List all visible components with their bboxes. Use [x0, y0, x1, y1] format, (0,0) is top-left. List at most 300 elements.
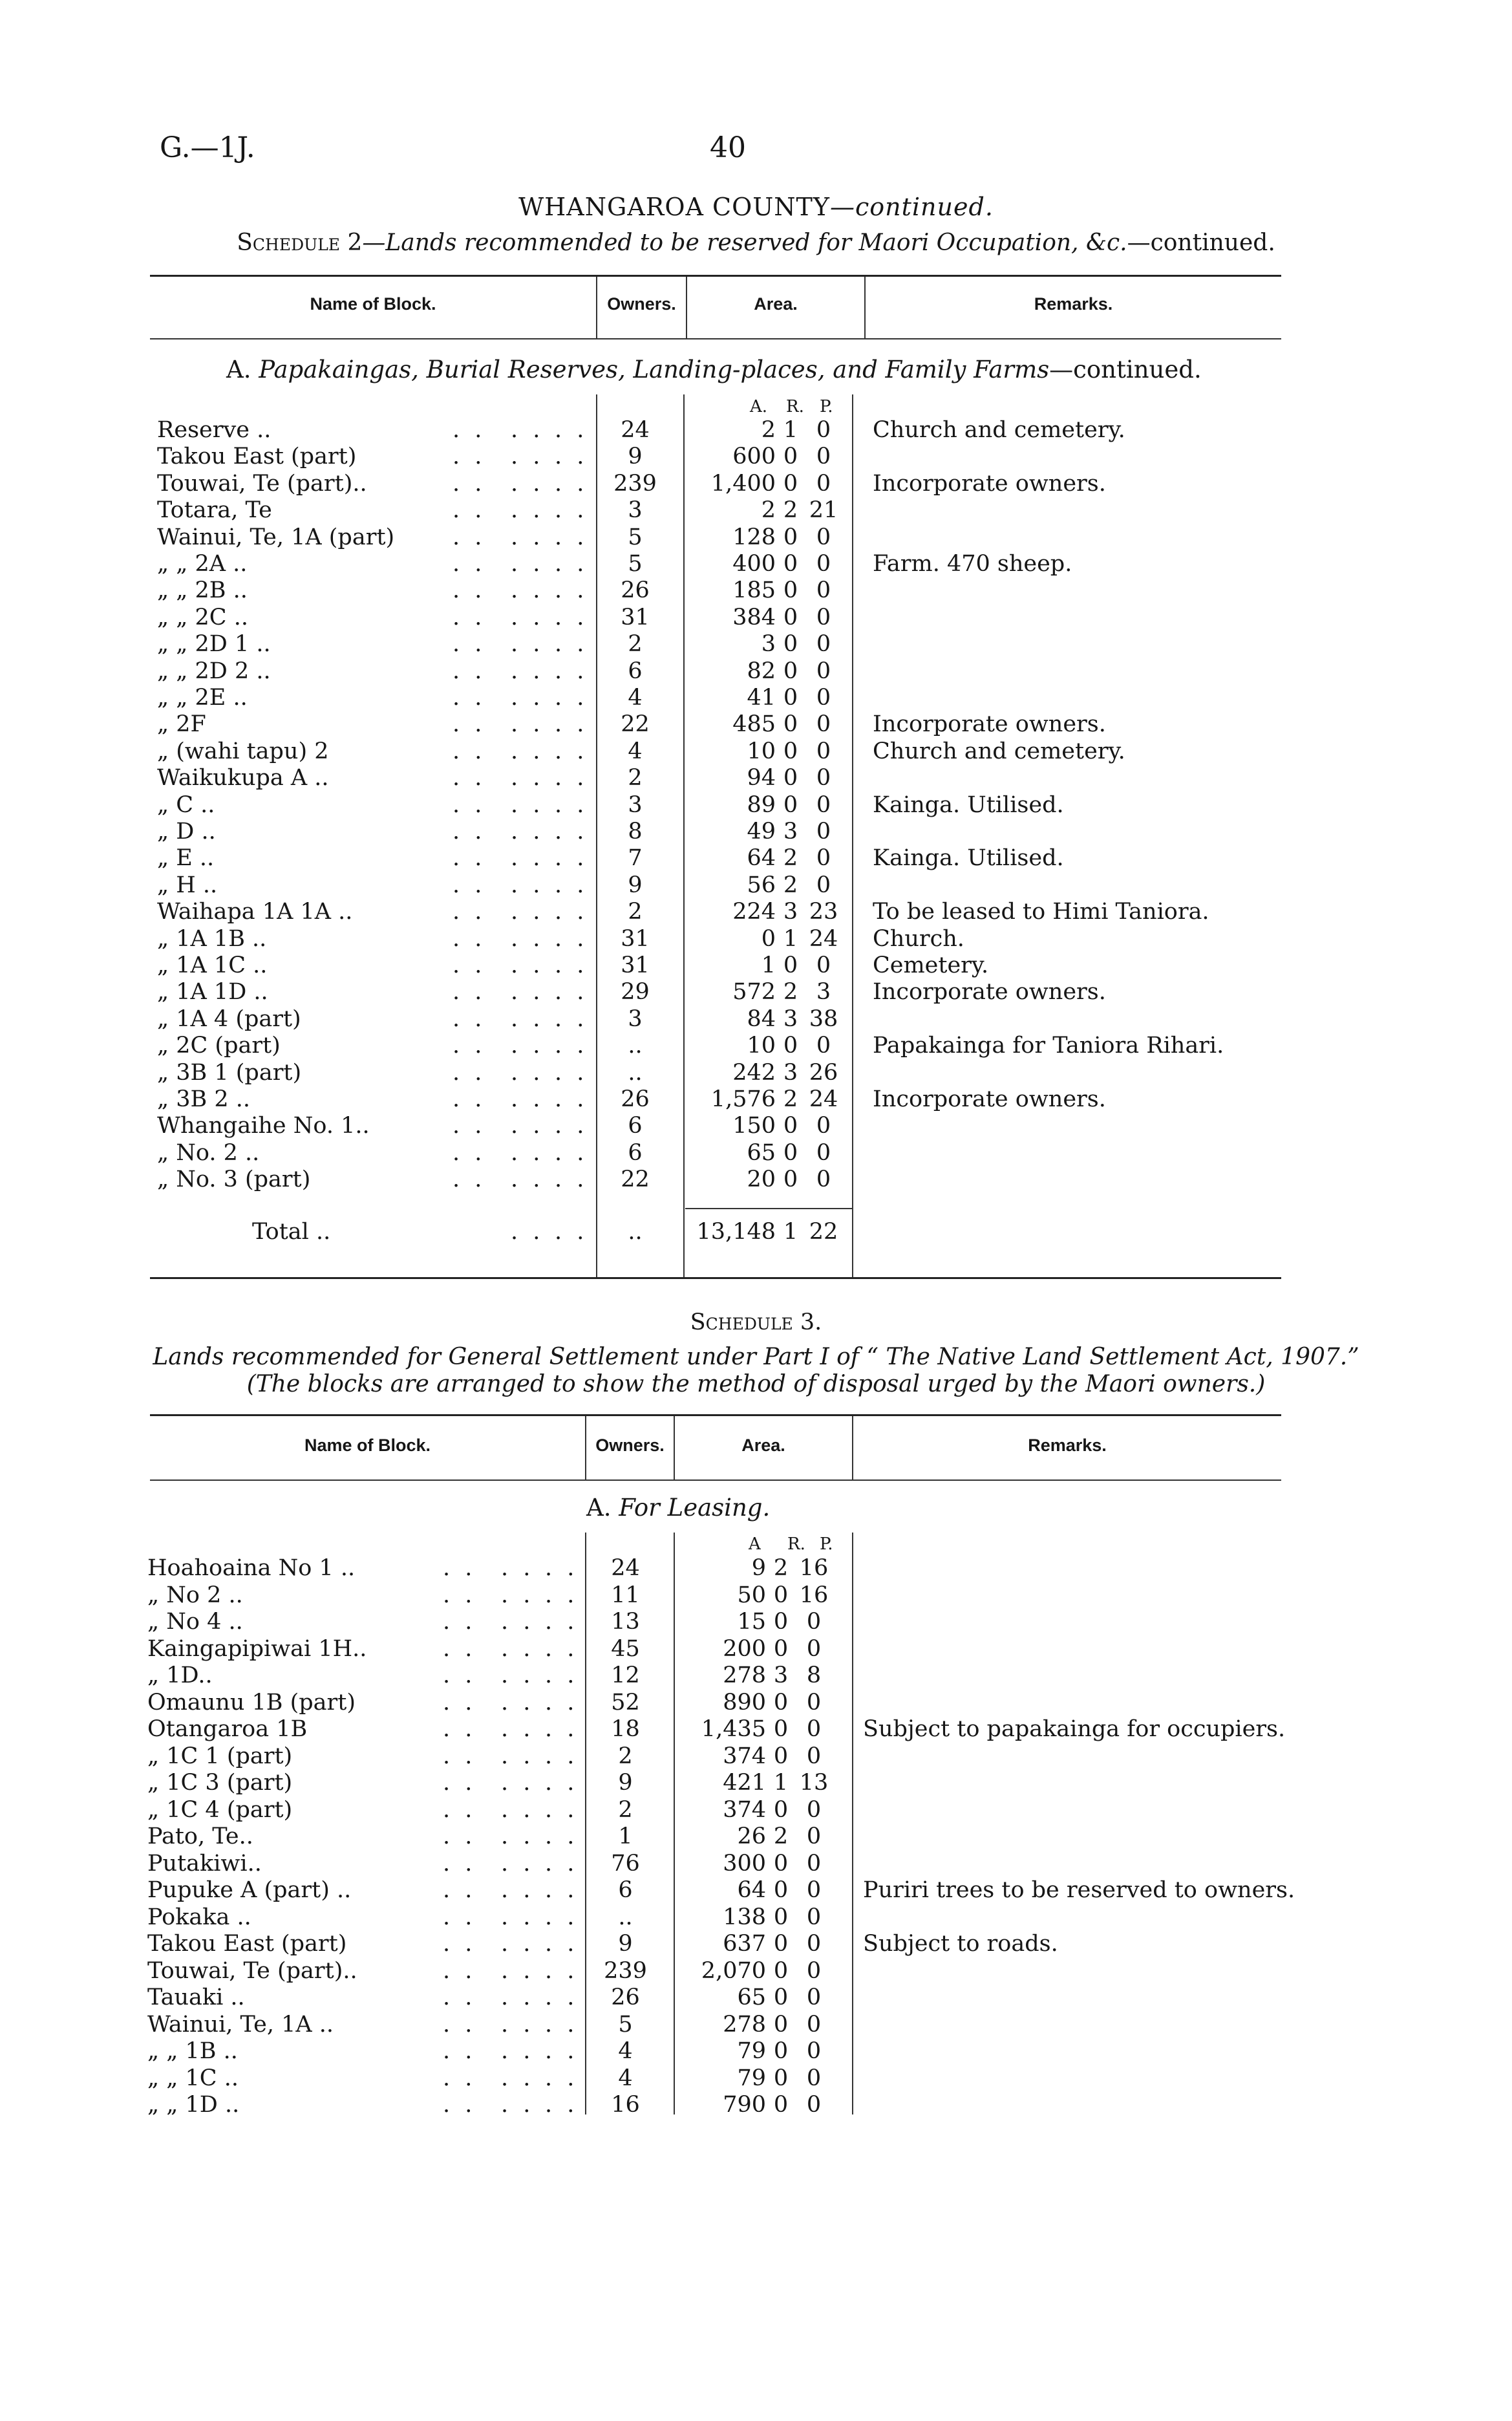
- owners-cell: 26: [611, 1985, 640, 2010]
- block-name: Kaingapipiwai 1H..: [147, 1635, 367, 1662]
- roods-cell: 0: [783, 524, 798, 550]
- acres-cell: 1,400: [710, 470, 776, 497]
- leader-dots: . .: [453, 417, 486, 443]
- acres-cell: 2,070: [701, 1957, 766, 1984]
- table-row: [0, 1140, 1512, 1167]
- owners-cell: 18: [611, 1716, 640, 1742]
- leader-dots: . .: [555, 819, 588, 845]
- owners-cell: 4: [618, 2065, 633, 2091]
- leader-dots: . .: [545, 1957, 579, 1984]
- table-row: [0, 1931, 1512, 1957]
- schedule-2-section-heading: [226, 356, 1202, 383]
- table-row: [0, 2092, 1512, 2118]
- leader-dots: . .: [545, 2011, 579, 2038]
- remarks-cell: Church and cemetery.: [873, 738, 1125, 764]
- block-name: „ „ 1B ..: [147, 2038, 238, 2064]
- header-owners: Owners.: [607, 294, 676, 314]
- schedule-3-label-text: Schedule 3.: [690, 1309, 822, 1335]
- table-row: [0, 872, 1512, 899]
- leader-dots: . .: [511, 1059, 544, 1086]
- leader-dots: . .: [501, 2065, 535, 2091]
- owners-cell: 24: [621, 417, 650, 443]
- perches-cell: 0: [816, 1139, 831, 1166]
- acres-cell: 65: [747, 1139, 776, 1166]
- perches-cell: 0: [806, 1635, 822, 1662]
- acres-cell: 138: [723, 1904, 766, 1930]
- leader-dots: . .: [511, 685, 544, 711]
- acres-cell: 1,435: [701, 1716, 766, 1742]
- block-name: „ 1A 1D ..: [157, 979, 268, 1006]
- leader-dots: . .: [453, 872, 486, 898]
- acres-cell: 2: [761, 417, 776, 443]
- roods-cell: 0: [773, 1796, 789, 1823]
- acres-cell: 82: [747, 658, 776, 684]
- acres-cell: 150: [732, 1113, 776, 1139]
- perches-cell: 0: [806, 1985, 822, 2010]
- leader-dots: . .: [453, 1086, 486, 1112]
- header-owners: Owners.: [595, 1436, 665, 1455]
- owners-cell: 29: [621, 979, 650, 1006]
- leader-dots: . .: [555, 925, 588, 952]
- leader-dots: . .: [501, 1904, 535, 1930]
- owners-cell: 11: [611, 1582, 640, 1608]
- acres-cell: 64: [747, 845, 776, 872]
- block-name: Touwai, Te (part)..: [157, 470, 367, 497]
- table-row: [0, 738, 1512, 765]
- leader-dots: . .: [511, 417, 544, 443]
- leader-dots: . .: [511, 925, 544, 952]
- table-row: [0, 952, 1512, 979]
- block-name: Tauaki ..: [147, 1985, 245, 2010]
- roods-cell: 1: [783, 925, 798, 952]
- owners-cell: 6: [628, 1139, 643, 1166]
- leader-dots: . .: [443, 1555, 476, 1581]
- leader-dots: . .: [545, 1582, 579, 1608]
- leader-dots: . .: [511, 1006, 544, 1032]
- leader-dots: . .: [511, 711, 544, 738]
- leader-dots: . .: [545, 1609, 579, 1635]
- perches-cell: 0: [806, 1716, 822, 1742]
- leader-dots: . .: [443, 1796, 476, 1823]
- remarks-cell: Puriri trees to be reserved to owners.: [863, 1877, 1295, 1903]
- leader-dots: . .: [453, 952, 486, 978]
- block-name: „ 1C 1 (part): [147, 1743, 293, 1769]
- roods-label: R.: [786, 397, 804, 416]
- acres-cell: 0: [761, 925, 776, 952]
- block-name: Takou East (part): [147, 1931, 347, 1957]
- table-row: [0, 1770, 1512, 1796]
- leader-dots: . .: [453, 711, 486, 738]
- leader-dots: . .: [501, 1796, 535, 1823]
- leader-dots: . .: [511, 577, 544, 604]
- acres-cell: 485: [732, 711, 776, 738]
- owners-cell: 31: [621, 604, 650, 630]
- owners-cell: 2: [628, 899, 643, 925]
- table-row: [0, 1877, 1512, 1904]
- leader-dots: . .: [545, 1635, 579, 1662]
- leader-dots: . .: [545, 2092, 579, 2118]
- perches-cell: 0: [816, 765, 831, 791]
- acres-cell: 600: [732, 444, 776, 470]
- table-row: [0, 1609, 1512, 1635]
- acres-cell: 2: [761, 497, 776, 524]
- roods-cell: 0: [783, 444, 798, 470]
- block-name: „ No. 3 (part): [157, 1167, 311, 1193]
- owners-cell: 8: [628, 819, 643, 845]
- table-row: [0, 524, 1512, 551]
- perches-cell: 13: [799, 1770, 829, 1796]
- roods-cell: 0: [783, 1167, 798, 1193]
- block-name: „ E ..: [157, 845, 215, 872]
- roods-cell: 0: [783, 765, 798, 791]
- leader-dots: . .: [453, 1059, 486, 1086]
- leader-dots: . .: [555, 791, 588, 818]
- block-name: Waihapa 1A 1A ..: [157, 899, 353, 925]
- acres-cell: 89: [747, 791, 776, 818]
- section-prefix: A.: [226, 356, 259, 383]
- leader-dots: . .: [453, 899, 486, 925]
- acres-cell: 84: [747, 1006, 776, 1032]
- block-name: Takou East (part): [157, 444, 357, 470]
- acres-cell: 26: [737, 1824, 766, 1849]
- owners-cell: 7: [628, 845, 643, 872]
- leader-dots: . .: [555, 1167, 588, 1193]
- table-row: [0, 819, 1512, 845]
- leader-dots: . .: [511, 872, 544, 898]
- owners-cell: 239: [604, 1957, 647, 1984]
- owners-cell: 22: [621, 711, 650, 738]
- perches-cell: 16: [799, 1582, 829, 1608]
- leader-dots: . .: [453, 979, 486, 1006]
- perches-cell: 0: [816, 524, 831, 550]
- roods-cell: 3: [783, 1059, 798, 1086]
- acres-cell: 65: [737, 1985, 766, 2010]
- page-number: 40: [710, 131, 746, 164]
- leader-dots: . .: [501, 1850, 535, 1877]
- owners-cell: 26: [621, 577, 650, 604]
- perches-cell: 0: [816, 444, 831, 470]
- table-row: [0, 1824, 1512, 1850]
- leader-dots: . .: [443, 1904, 476, 1930]
- table-row: [0, 417, 1512, 444]
- table-row: [0, 551, 1512, 577]
- leader-dots: . .: [555, 604, 588, 630]
- perches-cell: 0: [806, 1743, 822, 1769]
- acres-cell: 200: [723, 1635, 766, 1662]
- leader-dots: . .: [501, 1716, 535, 1742]
- leader-dots: . .: [555, 872, 588, 898]
- roods-cell: 0: [783, 551, 798, 577]
- leader-dots: . .: [453, 925, 486, 952]
- leader-dots: . .: [453, 1167, 486, 1193]
- leader-dots: . .: [501, 1609, 535, 1635]
- leader-dots: . .: [545, 1931, 579, 1957]
- roods-cell: 0: [783, 1033, 798, 1059]
- leader-dots: . .: [453, 497, 486, 524]
- roods-cell: 0: [783, 791, 798, 818]
- perches-cell: 0: [806, 1877, 822, 1903]
- owners-cell: ..: [628, 1033, 643, 1059]
- county-title: [0, 193, 1512, 221]
- block-name: Pokaka ..: [147, 1904, 251, 1930]
- block-name: „ 1C 3 (part): [147, 1770, 293, 1796]
- owners-cell: 13: [611, 1609, 640, 1635]
- acres-cell: 79: [737, 2065, 766, 2091]
- roods-cell: 0: [773, 1609, 789, 1635]
- leader-dots: . .: [545, 1770, 579, 1796]
- owners-cell: 6: [628, 1113, 643, 1139]
- leader-dots: . .: [501, 1662, 535, 1688]
- leader-dots: . .: [501, 2092, 535, 2118]
- leader-dots: . .: [555, 551, 588, 577]
- table-row: [0, 1797, 1512, 1824]
- owners-cell: 5: [628, 551, 643, 577]
- leader-dots: . .: [443, 1662, 476, 1688]
- leader-dots: . .: [453, 577, 486, 604]
- acres-cell: 185: [732, 577, 776, 604]
- block-name: „ „ 1D ..: [147, 2092, 240, 2118]
- perches-cell: 21: [809, 497, 838, 524]
- acres-cell: 94: [747, 765, 776, 791]
- leader-dots: . .: [501, 1635, 535, 1662]
- perches-cell: 0: [806, 2038, 822, 2064]
- roods-cell: 0: [783, 952, 798, 978]
- leader-dots: . .: [511, 551, 544, 577]
- block-name: Wainui, Te, 1A ..: [147, 2011, 334, 2038]
- perches-cell: 0: [816, 417, 831, 443]
- owners-cell: 52: [611, 1689, 640, 1716]
- leader-dots: . .: [443, 2092, 476, 2118]
- leader-dots: . .: [443, 2065, 476, 2091]
- leader-dots: . .: [443, 1770, 476, 1796]
- county-suffix: —continued.: [830, 193, 994, 221]
- perches-cell: 0: [816, 791, 831, 818]
- table-row: [0, 765, 1512, 791]
- table-row: [0, 1662, 1512, 1689]
- block-name: „ 1A 4 (part): [157, 1006, 301, 1032]
- roods-cell: 0: [773, 1877, 789, 1903]
- acres-cell: 3: [761, 631, 776, 658]
- roods-cell: 0: [773, 1716, 789, 1742]
- block-name: Pato, Te..: [147, 1824, 253, 1849]
- table-row: [0, 1113, 1512, 1139]
- section-title: Papakaingas, Burial Reserves, Landing-places, and Family Farms: [259, 356, 1050, 383]
- owners-cell: 6: [628, 658, 643, 684]
- acres-label: A: [749, 1534, 761, 1554]
- leader-dots: . .: [511, 979, 544, 1006]
- perches-cell: 0: [806, 2092, 822, 2118]
- leader-dots: . .: [545, 1689, 579, 1716]
- header-name: Name of Block.: [304, 1436, 431, 1455]
- leader-dots: . .: [545, 2065, 579, 2091]
- roods-cell: 0: [783, 1113, 798, 1139]
- acres-cell: 572: [732, 979, 776, 1006]
- owners-cell: 4: [628, 685, 643, 711]
- total-rule: [685, 1208, 852, 1209]
- owners-cell: 31: [621, 925, 650, 952]
- acres-cell: 400: [732, 551, 776, 577]
- leader-dots: . .: [511, 1113, 544, 1139]
- block-name: „ No. 2 ..: [157, 1139, 260, 1166]
- leader-dots: . .: [555, 631, 588, 658]
- leader-dots: . .: [511, 952, 544, 978]
- owners-cell: 9: [618, 1770, 633, 1796]
- acres-cell: 20: [747, 1167, 776, 1193]
- schedule-3-label: [0, 1309, 1512, 1335]
- perches-cell: 8: [806, 1662, 822, 1688]
- leader-dots: . .: [555, 1059, 588, 1086]
- leader-dots: . .: [555, 1139, 588, 1166]
- table-row: [0, 444, 1512, 470]
- leader-dots: . .: [555, 738, 588, 764]
- acres-cell: 64: [737, 1877, 766, 1903]
- roods-cell: 1: [773, 1770, 789, 1796]
- schedule-2-top-rule: [150, 275, 1281, 277]
- leader-dots: . .: [555, 979, 588, 1006]
- table-row: [0, 1985, 1512, 2011]
- block-name: Otangaroa 1B: [147, 1716, 308, 1742]
- leader-dots: . .: [453, 765, 486, 791]
- perches-cell: 0: [806, 1957, 822, 1984]
- total-label: Total ..: [252, 1219, 331, 1245]
- acres-cell: 10: [747, 738, 776, 764]
- block-name: „ (wahi tapu) 2: [157, 738, 329, 764]
- remarks-cell: Subject to papakainga for occupiers.: [863, 1716, 1286, 1742]
- owners-cell: 2: [618, 1796, 633, 1823]
- block-name: Putakiwi..: [147, 1850, 262, 1877]
- owners-cell: 45: [611, 1635, 640, 1662]
- roods-cell: 2: [773, 1824, 789, 1849]
- leader-dots: . .: [511, 738, 544, 764]
- header-area: Area.: [741, 1436, 785, 1455]
- block-name: Touwai, Te (part)..: [147, 1957, 357, 1984]
- owners-cell: 2: [628, 765, 643, 791]
- perches-cell: 0: [816, 819, 831, 845]
- leader-dots: . .: [453, 1006, 486, 1032]
- leader-dots: . .: [501, 1824, 535, 1849]
- leader-dots: . .: [555, 1006, 588, 1032]
- table-row: [0, 899, 1512, 925]
- perches-cell: 0: [816, 631, 831, 658]
- block-name: Waikukupa A ..: [157, 765, 329, 791]
- roods-label: R.: [787, 1534, 805, 1554]
- block-name: „ „ 2E ..: [157, 685, 248, 711]
- leader-dots: . .: [453, 685, 486, 711]
- section-title: For Leasing.: [619, 1494, 771, 1522]
- acres-cell: 50: [737, 1582, 766, 1608]
- leader-dots: . .: [545, 1796, 579, 1823]
- leader-dots: . .: [555, 470, 588, 497]
- perches-cell: 0: [816, 577, 831, 604]
- county-name: WHANGAROA COUNTY: [518, 193, 830, 221]
- owners-cell: 4: [618, 2038, 633, 2064]
- acres-cell: 890: [723, 1689, 766, 1716]
- roods-cell: 0: [773, 1985, 789, 2010]
- acres-cell: 56: [747, 872, 776, 898]
- perches-cell: 0: [806, 1689, 822, 1716]
- remarks-cell: To be leased to Himi Taniora.: [873, 899, 1209, 925]
- leader-dots: . .: [443, 1850, 476, 1877]
- owners-cell: 22: [621, 1167, 650, 1193]
- roods-cell: 0: [773, 1904, 789, 1930]
- roods-cell: 0: [783, 738, 798, 764]
- leader-dots: . .: [443, 1716, 476, 1742]
- roods-cell: 1: [783, 417, 798, 443]
- leader-dots: . .: [545, 1877, 579, 1903]
- acres-cell: 790: [723, 2092, 766, 2118]
- acres-cell: 278: [723, 1662, 766, 1688]
- roods-cell: 2: [783, 872, 798, 898]
- block-name: Omaunu 1B (part): [147, 1689, 356, 1716]
- leader-dots: . .: [555, 1086, 588, 1112]
- section-prefix: A.: [586, 1494, 619, 1522]
- table-row: [0, 1904, 1512, 1931]
- block-name: Pupuke A (part) ..: [147, 1877, 352, 1903]
- perches-cell: 0: [816, 685, 831, 711]
- roods-cell: 0: [773, 2038, 789, 2064]
- leader-dots: . .: [501, 1743, 535, 1769]
- leader-dots: . .: [511, 658, 544, 684]
- owners-cell: 239: [613, 470, 657, 497]
- leader-dots: . .: [511, 791, 544, 818]
- perches-cell: 38: [809, 1006, 838, 1032]
- block-name: Totara, Te: [157, 497, 272, 524]
- owners-cell: 2: [628, 631, 643, 658]
- leader-dots: . .: [555, 711, 588, 738]
- schedule-3-section-heading: [586, 1494, 770, 1522]
- roods-cell: 0: [783, 604, 798, 630]
- block-name: „ 1C 4 (part): [147, 1796, 293, 1823]
- acres-cell: 637: [723, 1931, 766, 1957]
- roods-cell: 0: [773, 1850, 789, 1877]
- perches-cell: 24: [809, 925, 838, 952]
- leader-dots: . .: [443, 1609, 476, 1635]
- block-name: „ 1D..: [147, 1662, 213, 1688]
- acres-cell: 224: [732, 899, 776, 925]
- table-row: [0, 1060, 1512, 1086]
- total-acres: 13,148: [696, 1219, 776, 1245]
- block-name: Hoahoaina No 1 ..: [147, 1555, 356, 1581]
- acres-cell: 242: [732, 1059, 776, 1086]
- owners-cell: 26: [621, 1086, 650, 1112]
- table-row: [0, 1958, 1512, 1985]
- acres-cell: 15: [737, 1609, 766, 1635]
- block-name: „ 3B 1 (part): [157, 1059, 302, 1086]
- perches-cell: 0: [816, 1033, 831, 1059]
- remarks-cell: Incorporate owners.: [873, 1086, 1106, 1112]
- schedule-3-subtitle: (The blocks are arranged to show the method of disposal urged by the Maori owners.): [246, 1371, 1266, 1397]
- table-row: [0, 2038, 1512, 2065]
- leader-dots: . .: [453, 658, 486, 684]
- perches-label: P.: [820, 397, 833, 416]
- leader-dots: . .: [453, 551, 486, 577]
- leader-dots: . .: [545, 1904, 579, 1930]
- table-row: [0, 1555, 1512, 1582]
- roods-cell: 2: [783, 979, 798, 1006]
- table-row: [0, 979, 1512, 1006]
- perches-cell: 23: [809, 899, 838, 925]
- leader-dots: . .: [511, 444, 544, 470]
- roods-cell: 0: [773, 1957, 789, 1984]
- block-name: „ 1A 1B ..: [157, 925, 267, 952]
- total-perches: 22: [809, 1219, 838, 1245]
- table-row: [0, 1636, 1512, 1662]
- table-row: [0, 711, 1512, 738]
- roods-cell: 0: [773, 2011, 789, 2038]
- acres-cell: 384: [732, 604, 776, 630]
- leader-dots: . .: [545, 1850, 579, 1877]
- leader-dots: . .: [501, 1877, 535, 1903]
